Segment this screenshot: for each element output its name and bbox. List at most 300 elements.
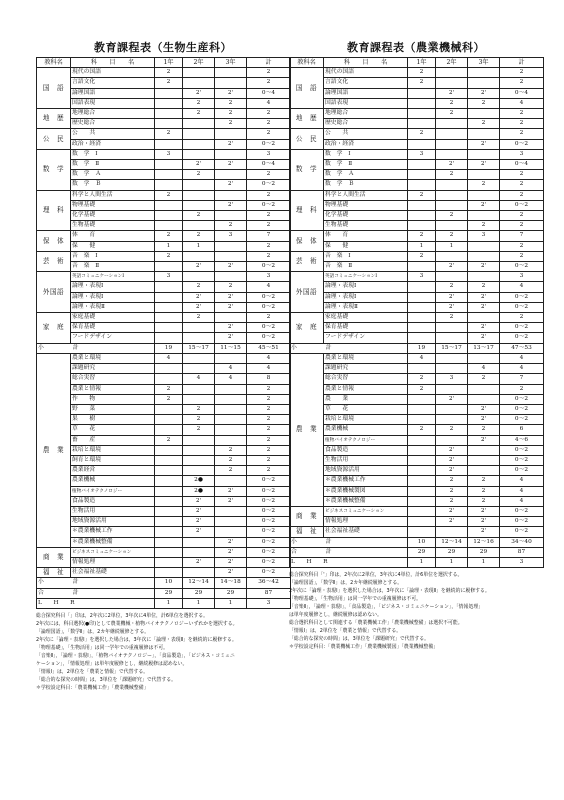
- summary-value: 10: [155, 578, 183, 588]
- credit-cell: 2●: [183, 486, 215, 496]
- table-row: [37, 190, 291, 200]
- table-row: [37, 323, 291, 333]
- credit-cell: [155, 200, 183, 210]
- credit-cell: 0～2: [500, 404, 544, 414]
- credit-cell: [436, 333, 468, 343]
- credit-cell: 4: [500, 98, 544, 108]
- credit-cell: [468, 241, 500, 251]
- note-line: 総合探究科目「'」印は，2年次に2単位，3年次に4単位，計6単位を選択する。: [289, 572, 463, 579]
- note-line: 「総合的な探究の時間」は，3単位を「課題研究」で代替する。: [36, 676, 177, 683]
- subject-name: 論理・表現Ⅰ: [71, 282, 155, 292]
- subject-name: 地理総合: [324, 109, 408, 119]
- subject-name: 数 学 Ｂ: [71, 180, 155, 190]
- table-row: [290, 272, 544, 282]
- subject-name: 化学基礎: [324, 211, 408, 221]
- credit-cell: 2': [468, 333, 500, 343]
- credit-cell: 2: [436, 98, 468, 108]
- credit-cell: [436, 190, 468, 200]
- subject-category: 福 祉: [37, 568, 71, 578]
- subject-name: ビジネスコミュニケーション: [324, 506, 408, 516]
- credit-cell: 2': [215, 292, 247, 302]
- table-row: [37, 282, 291, 292]
- credit-cell: [183, 68, 215, 78]
- subject-name: ビジネスコミュニケーション: [71, 547, 155, 557]
- credit-cell: [215, 149, 247, 159]
- credit-cell: [183, 180, 215, 190]
- credit-cell: [183, 251, 215, 261]
- subject-name: 公 共: [324, 129, 408, 139]
- credit-cell: [183, 466, 215, 476]
- summary-label: 小 計: [290, 537, 408, 547]
- credit-cell: [408, 221, 436, 231]
- subject-name: 現代の国語: [324, 68, 408, 78]
- credit-cell: [468, 251, 500, 261]
- subject-name: 物理基礎: [324, 200, 408, 210]
- summary-row: [37, 578, 291, 588]
- credit-cell: 2': [436, 292, 468, 302]
- credit-cell: 2': [183, 88, 215, 98]
- credit-cell: [155, 180, 183, 190]
- summary-value: 29: [408, 547, 436, 557]
- table-row: [37, 109, 291, 119]
- credit-cell: [155, 313, 183, 323]
- credit-cell: [408, 394, 436, 404]
- subject-name: 総合実習: [324, 374, 408, 384]
- credit-cell: 2: [247, 78, 291, 88]
- credit-cell: 3: [155, 272, 183, 282]
- credit-cell: [183, 119, 215, 129]
- subject-category: 農 業: [290, 353, 324, 506]
- summary-value: 10: [408, 537, 436, 547]
- table-row: [290, 129, 544, 139]
- subject-name: 食品製造: [71, 496, 155, 506]
- column-header: 計: [247, 58, 291, 68]
- credit-cell: [408, 476, 436, 486]
- subject-name: 社会福祉基礎: [324, 527, 408, 537]
- credit-cell: 2: [215, 98, 247, 108]
- credit-cell: 2: [247, 190, 291, 200]
- credit-cell: 3: [215, 231, 247, 241]
- table-row: [290, 496, 544, 506]
- credit-cell: 4: [500, 282, 544, 292]
- credit-cell: 0～2: [500, 506, 544, 516]
- subject-name: 歴史総合: [71, 119, 155, 129]
- credit-cell: 2: [500, 129, 544, 139]
- subject-name: 課題研究: [71, 364, 155, 374]
- credit-cell: 2: [247, 415, 291, 425]
- table-row: [290, 476, 544, 486]
- table-row: [37, 231, 291, 241]
- credit-cell: 2: [408, 425, 436, 435]
- credit-cell: [436, 180, 468, 190]
- credit-cell: 2': [468, 506, 500, 516]
- credit-cell: 3: [247, 272, 291, 282]
- credit-cell: [155, 221, 183, 231]
- credit-cell: 0～2: [247, 506, 291, 516]
- subject-category: 公 民: [37, 129, 71, 149]
- credit-cell: 2: [247, 394, 291, 404]
- subject-category: 国 語: [290, 68, 324, 109]
- table-row: [37, 445, 291, 455]
- subject-name: 生物活用: [324, 455, 408, 465]
- credit-cell: 0～2: [500, 527, 544, 537]
- credit-cell: [183, 435, 215, 445]
- summary-value: 29: [436, 547, 468, 557]
- credit-cell: 2: [436, 486, 468, 496]
- subject-name: 農業と環境: [324, 353, 408, 363]
- subject-name: 農業機械: [324, 425, 408, 435]
- table-row: [290, 200, 544, 210]
- note-line: 「音楽Ⅱ」，「論理・表現Ⅰ」，「植物バイオテクノロジー」，「食品製造」，「ビジネス・コミュニ: [36, 652, 235, 659]
- credit-cell: [155, 547, 183, 557]
- credit-cell: [155, 160, 183, 170]
- credit-cell: [155, 98, 183, 108]
- credit-cell: 2': [468, 262, 500, 272]
- credit-cell: [155, 506, 183, 516]
- credit-cell: 2: [215, 119, 247, 129]
- summary-value: 13～17: [468, 343, 500, 353]
- subject-name: 情報処理: [324, 517, 408, 527]
- table-row: [290, 517, 544, 527]
- credit-cell: [468, 170, 500, 180]
- subject-name: 情報処理: [71, 557, 155, 567]
- table-row: [290, 88, 544, 98]
- subject-name: 物理基礎: [71, 200, 155, 210]
- subject-category: 地 歴: [37, 109, 71, 129]
- subject-name: 数 学 Ｂ: [324, 180, 408, 190]
- credit-cell: [155, 211, 183, 221]
- table-row: [37, 272, 291, 282]
- credit-cell: 2': [215, 323, 247, 333]
- subject-name: 保育基礎: [324, 323, 408, 333]
- summary-value: 87: [247, 588, 291, 598]
- credit-cell: 2': [215, 557, 247, 567]
- credit-cell: [183, 323, 215, 333]
- subject-name: 総合実習: [71, 374, 155, 384]
- credit-cell: [183, 129, 215, 139]
- credit-cell: 2: [500, 190, 544, 200]
- table-row: [37, 292, 291, 302]
- subject-name: 植物バイオテクノロジー: [71, 486, 155, 496]
- table-row: [290, 302, 544, 312]
- subject-category: 理 科: [290, 190, 324, 231]
- credit-cell: 4: [247, 364, 291, 374]
- credit-cell: [215, 527, 247, 537]
- credit-cell: 4: [500, 476, 544, 486]
- table-row: [290, 323, 544, 333]
- credit-cell: 2: [155, 78, 183, 88]
- credit-cell: [215, 190, 247, 200]
- credit-cell: 2: [247, 466, 291, 476]
- credit-cell: 2: [183, 109, 215, 119]
- credit-cell: [408, 466, 436, 476]
- subject-name: 音 楽 Ⅱ: [71, 262, 155, 272]
- subject-name: 論理・表現Ⅰ: [324, 282, 408, 292]
- subject-name: 果 樹: [71, 415, 155, 425]
- credit-cell: 2': [215, 262, 247, 272]
- table-row: [290, 282, 544, 292]
- credit-cell: [408, 527, 436, 537]
- credit-cell: 2: [247, 109, 291, 119]
- credit-cell: [468, 313, 500, 323]
- note-line: は単年度履修とし，継続履修は認めない。: [289, 612, 382, 619]
- summary-value: 1: [183, 598, 215, 608]
- subject-name: 植物バイオテクノロジー: [324, 435, 408, 445]
- credit-cell: 0～2: [500, 455, 544, 465]
- credit-cell: 2: [468, 425, 500, 435]
- credit-cell: [436, 272, 468, 282]
- summary-row: [290, 557, 544, 567]
- subject-name: 数 学 Ⅱ: [71, 160, 155, 170]
- credit-cell: 0～2: [247, 527, 291, 537]
- note-line: 総合選択科目として関連する「農業機械工作」「農業機械整備」は選択不可能。: [289, 620, 463, 627]
- credit-cell: 2': [468, 415, 500, 425]
- left-curriculum: [36, 42, 290, 692]
- credit-cell: 0～2: [247, 496, 291, 506]
- table-row: [37, 251, 291, 261]
- credit-cell: 2': [183, 517, 215, 527]
- note-line: 「論理国語」，「数学Ⅱ」は，2カ年継続履修とする。: [289, 580, 403, 587]
- table-row: [290, 149, 544, 159]
- credit-cell: [215, 313, 247, 323]
- credit-cell: [436, 384, 468, 394]
- credit-cell: [436, 527, 468, 537]
- credit-cell: 0～2: [500, 466, 544, 476]
- summary-value: 12～14: [436, 537, 468, 547]
- credit-cell: 4: [247, 353, 291, 363]
- credit-cell: 1: [155, 241, 183, 251]
- credit-cell: 2: [436, 425, 468, 435]
- credit-cell: 2: [215, 221, 247, 231]
- subject-name: 論理・表現Ⅱ: [71, 302, 155, 312]
- subject-name: 数 学 Ⅰ: [324, 149, 408, 159]
- credit-cell: 2: [436, 476, 468, 486]
- column-header: 科 目 名: [71, 58, 155, 68]
- table-row: [37, 466, 291, 476]
- subject-category: 商 業: [290, 506, 324, 526]
- table-row: [37, 517, 291, 527]
- note-line: 「物理基礎」，「生物活用」は同一学年での重複履修は不可。: [36, 644, 169, 651]
- credit-cell: [408, 415, 436, 425]
- credit-cell: 2': [436, 517, 468, 527]
- credit-cell: [155, 527, 183, 537]
- table-row: [37, 415, 291, 425]
- credit-cell: 2: [468, 476, 500, 486]
- note-line: ケーション」，「情報処理」は単年度履修とし，継続履修は認めない。: [36, 660, 188, 667]
- credit-cell: 0～4: [500, 160, 544, 170]
- credit-cell: 0～2: [500, 292, 544, 302]
- credit-cell: 2': [215, 88, 247, 98]
- subject-name: 保 健: [71, 241, 155, 251]
- subject-name: 論理国語: [71, 88, 155, 98]
- table-row: [290, 139, 544, 149]
- table-row: [290, 119, 544, 129]
- credit-cell: [155, 404, 183, 414]
- credit-cell: 0～2: [247, 262, 291, 272]
- credit-cell: [155, 476, 183, 486]
- table-row: [290, 364, 544, 374]
- credit-cell: [155, 486, 183, 496]
- credit-cell: [468, 109, 500, 119]
- credit-cell: 2': [183, 302, 215, 312]
- subject-name: 体 育: [71, 231, 155, 241]
- credit-cell: 0～4: [247, 88, 291, 98]
- table-row: [37, 394, 291, 404]
- table-row: [37, 119, 291, 129]
- subject-name: ＊農業機械工作: [71, 527, 155, 537]
- subject-category: 保 体: [290, 231, 324, 251]
- note-line: 総合探究科目「」印は，2年次に2単位，3年次に4単位，計6単位を選択する。: [36, 612, 209, 619]
- table-row: [290, 241, 544, 251]
- credit-cell: 2: [155, 435, 183, 445]
- page-title: 教育課程表（農業機械科）: [347, 41, 485, 54]
- subject-category: 国 語: [37, 68, 71, 109]
- subject-name: 化学基礎: [71, 211, 155, 221]
- credit-cell: [408, 333, 436, 343]
- credit-cell: 0～2: [247, 200, 291, 210]
- summary-value: 12～16: [468, 537, 500, 547]
- credit-cell: [183, 394, 215, 404]
- credit-cell: 2': [215, 160, 247, 170]
- credit-cell: 2: [183, 404, 215, 414]
- credit-cell: 2: [247, 129, 291, 139]
- subject-name: 農業機械: [71, 476, 155, 486]
- curriculum-table: [36, 57, 291, 609]
- subject-name: 生物基礎: [71, 221, 155, 231]
- credit-cell: 3: [500, 272, 544, 282]
- subject-name: ＊農業機械工作: [324, 476, 408, 486]
- subject-name: 地域資源活用: [324, 466, 408, 476]
- credit-cell: 0～2: [247, 517, 291, 527]
- table-row: [37, 476, 291, 486]
- table-row: [37, 496, 291, 506]
- credit-cell: 0～2: [247, 333, 291, 343]
- credit-cell: 2: [247, 404, 291, 414]
- subject-name: 言語文化: [324, 78, 408, 88]
- credit-cell: 0～2: [247, 547, 291, 557]
- credit-cell: 2: [436, 109, 468, 119]
- credit-cell: 2': [436, 160, 468, 170]
- table-row: [37, 374, 291, 384]
- credit-cell: 2: [408, 251, 436, 261]
- table-row: [290, 211, 544, 221]
- credit-cell: 2: [183, 211, 215, 221]
- credit-cell: [183, 333, 215, 343]
- table-row: [290, 353, 544, 363]
- credit-cell: [408, 262, 436, 272]
- credit-cell: 3: [155, 149, 183, 159]
- subject-name: 数 学 Ⅰ: [71, 149, 155, 159]
- credit-cell: 2: [500, 241, 544, 251]
- subject-name: 生物活用: [71, 506, 155, 516]
- summary-value: 29: [155, 588, 183, 598]
- credit-cell: 2: [468, 486, 500, 496]
- subject-name: 課題研究: [324, 364, 408, 374]
- credit-cell: 2': [215, 180, 247, 190]
- subject-name: 科学と人間生活: [71, 190, 155, 200]
- credit-cell: [183, 139, 215, 149]
- credit-cell: [183, 364, 215, 374]
- table-row: [37, 129, 291, 139]
- credit-cell: [468, 353, 500, 363]
- credit-cell: 2: [247, 241, 291, 251]
- credit-cell: 2: [155, 231, 183, 241]
- credit-cell: 0～2: [500, 323, 544, 333]
- credit-cell: [155, 292, 183, 302]
- credit-cell: 1: [408, 241, 436, 251]
- credit-cell: 2: [436, 313, 468, 323]
- credit-cell: 4: [408, 353, 436, 363]
- credit-cell: [155, 364, 183, 374]
- subject-name: 現代の国語: [71, 68, 155, 78]
- subject-name: 音 楽 Ⅰ: [324, 251, 408, 261]
- subject-name: 数 学 Ａ: [324, 170, 408, 180]
- summary-row: [37, 588, 291, 598]
- credit-cell: [183, 353, 215, 363]
- table-row: [290, 415, 544, 425]
- credit-cell: [468, 394, 500, 404]
- subject-name: 保 健: [324, 241, 408, 251]
- subject-name: 政治・経済: [324, 139, 408, 149]
- summary-label: 小 計: [37, 343, 155, 353]
- credit-cell: [408, 486, 436, 496]
- subject-category: 地 歴: [290, 109, 324, 129]
- column-header: 教科名: [37, 58, 71, 68]
- credit-cell: 2: [500, 180, 544, 190]
- credit-cell: 2: [215, 455, 247, 465]
- credit-cell: [408, 292, 436, 302]
- credit-cell: [155, 425, 183, 435]
- credit-cell: [183, 221, 215, 231]
- table-row: [290, 78, 544, 88]
- subject-category: 数 学: [37, 149, 71, 190]
- subject-name: 家庭基礎: [71, 313, 155, 323]
- credit-cell: 2': [183, 557, 215, 567]
- credit-cell: 4: [500, 364, 544, 374]
- credit-cell: 2': [468, 527, 500, 537]
- table-row: [37, 262, 291, 272]
- subject-category: 芸 術: [37, 251, 71, 271]
- credit-cell: [183, 190, 215, 200]
- credit-cell: 2': [215, 139, 247, 149]
- table-row: [37, 211, 291, 221]
- credit-cell: 2': [436, 445, 468, 455]
- credit-cell: 2: [436, 170, 468, 180]
- table-row: [290, 98, 544, 108]
- credit-cell: [155, 333, 183, 343]
- credit-cell: 2: [500, 313, 544, 323]
- credit-cell: [155, 302, 183, 312]
- credit-cell: [408, 506, 436, 516]
- summary-value: 12～14: [183, 578, 215, 588]
- subject-name: 作 物: [71, 394, 155, 404]
- column-header: 3年: [215, 58, 247, 68]
- credit-cell: 4: [247, 282, 291, 292]
- table-row: [37, 547, 291, 557]
- credit-cell: [215, 272, 247, 282]
- credit-cell: [408, 98, 436, 108]
- credit-cell: [468, 129, 500, 139]
- note-line: 「物理基礎」，「生物活用」は同一学年での重複履修は不可。: [289, 596, 422, 603]
- subject-name: 数 学 Ａ: [71, 170, 155, 180]
- summary-value: 14～18: [215, 578, 247, 588]
- credit-cell: 2: [247, 445, 291, 455]
- credit-cell: 2': [215, 537, 247, 547]
- credit-cell: 2': [183, 527, 215, 537]
- credit-cell: 2': [468, 435, 500, 445]
- notes-block: [289, 571, 543, 651]
- credit-cell: [155, 139, 183, 149]
